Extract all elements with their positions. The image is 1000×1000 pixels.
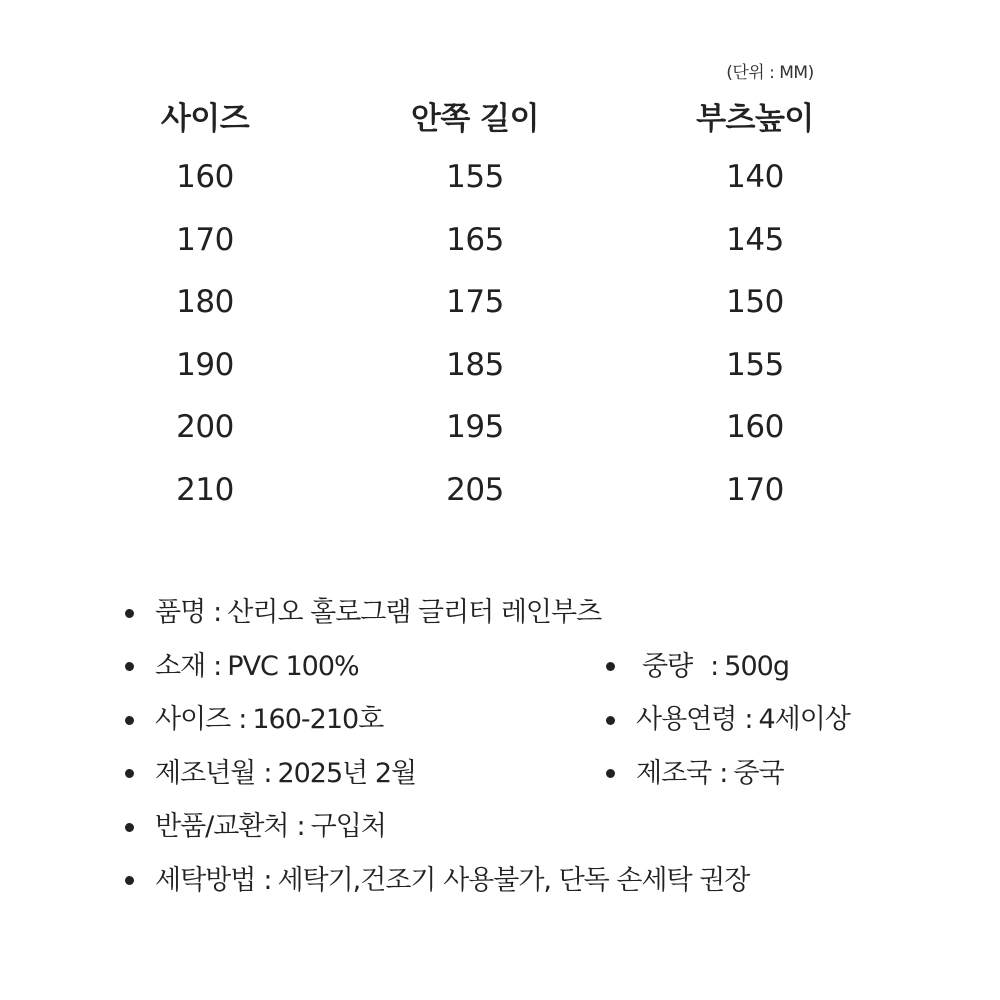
cell-size: 210 bbox=[176, 471, 234, 508]
spec-separator: : bbox=[213, 597, 222, 628]
cell-inner-length: 175 bbox=[446, 284, 504, 320]
spec-value: 구입처 bbox=[310, 811, 386, 842]
spec-value: 산리오 홀로그램 글리터 레인부츠 bbox=[227, 597, 602, 628]
spec-size bbox=[122, 693, 383, 747]
bullet-icon bbox=[125, 876, 134, 885]
bullet-icon bbox=[125, 662, 134, 671]
spec-label: 사용연령 bbox=[636, 704, 737, 735]
spec-value: 세탁기,건조기 사용불가, 단독 손세탁 권장 bbox=[277, 864, 750, 896]
spec-label: 제조국 bbox=[636, 757, 712, 789]
spec-separator: : bbox=[263, 864, 272, 896]
cell-size: 190 bbox=[176, 346, 234, 383]
spec-row bbox=[0, 640, 1000, 694]
spec-material bbox=[122, 640, 359, 694]
cell-size: 160 bbox=[176, 159, 234, 195]
spec-label: 품명 bbox=[155, 597, 206, 628]
spec-washing bbox=[122, 854, 749, 908]
bullet-icon bbox=[125, 769, 134, 778]
table-row bbox=[0, 459, 1000, 522]
product-specs bbox=[0, 586, 1000, 907]
spec-label: 반품/교환처 bbox=[155, 811, 289, 842]
bullet-icon bbox=[606, 662, 615, 671]
bullet-icon bbox=[606, 769, 615, 778]
spec-separator: : bbox=[213, 650, 222, 682]
spec-value: 중국 bbox=[733, 757, 784, 789]
spec-value: 500g bbox=[724, 650, 789, 682]
bullet-icon bbox=[125, 609, 134, 618]
spec-value: 2025년 2월 bbox=[277, 757, 417, 789]
spec-weight bbox=[603, 640, 789, 694]
table-row bbox=[0, 146, 1000, 209]
spec-value: 160-210호 bbox=[252, 704, 384, 735]
cell-inner-length: 155 bbox=[446, 159, 504, 195]
spec-row bbox=[0, 586, 1000, 640]
spec-separator: : bbox=[744, 704, 753, 735]
cell-size: 180 bbox=[176, 284, 234, 320]
spec-row bbox=[0, 747, 1000, 801]
spec-separator: : bbox=[719, 757, 728, 789]
table-row bbox=[0, 209, 1000, 272]
size-table bbox=[0, 88, 1000, 521]
cell-boot-height: 170 bbox=[726, 471, 784, 508]
spec-label: 소재 bbox=[155, 650, 206, 682]
bullet-icon bbox=[606, 716, 615, 725]
spec-separator: : bbox=[710, 650, 719, 682]
cell-inner-length: 185 bbox=[446, 346, 504, 383]
spec-row bbox=[0, 800, 1000, 854]
spec-returns bbox=[122, 800, 386, 854]
cell-boot-height: 145 bbox=[726, 221, 784, 258]
spec-age bbox=[603, 693, 850, 747]
spec-row bbox=[0, 693, 1000, 747]
cell-inner-length: 165 bbox=[446, 221, 504, 258]
cell-inner-length: 205 bbox=[446, 471, 504, 508]
spec-separator: : bbox=[296, 811, 305, 842]
table-row bbox=[0, 396, 1000, 459]
cell-boot-height: 140 bbox=[726, 159, 784, 195]
spec-manufacture-date bbox=[122, 747, 416, 801]
spec-separator: : bbox=[263, 757, 272, 789]
spec-label: 세탁방법 bbox=[155, 864, 256, 896]
spec-label: 제조년월 bbox=[155, 757, 256, 789]
cell-boot-height: 155 bbox=[726, 346, 784, 383]
table-header-row bbox=[0, 88, 1000, 146]
spec-label: 중량 bbox=[642, 650, 693, 682]
spec-separator: : bbox=[238, 704, 247, 735]
spec-value: PVC 100% bbox=[227, 650, 359, 682]
header-inner-length: 안쪽 길이 bbox=[410, 101, 540, 137]
table-row bbox=[0, 271, 1000, 334]
spec-origin bbox=[603, 747, 784, 801]
cell-size: 200 bbox=[176, 409, 234, 445]
cell-boot-height: 150 bbox=[726, 284, 784, 320]
header-boot-height: 부츠높이 bbox=[696, 101, 814, 137]
header-size: 사이즈 bbox=[160, 101, 250, 137]
cell-inner-length: 195 bbox=[446, 409, 504, 445]
spec-product-name bbox=[122, 586, 601, 640]
cell-boot-height: 160 bbox=[726, 409, 784, 445]
spec-value: 4세이상 bbox=[758, 704, 850, 735]
spec-row bbox=[0, 854, 1000, 908]
spec-label: 사이즈 bbox=[155, 704, 231, 735]
unit-note: (단위 : MM) bbox=[726, 63, 814, 83]
table-row bbox=[0, 334, 1000, 397]
bullet-icon bbox=[125, 823, 134, 832]
cell-size: 170 bbox=[176, 221, 234, 258]
bullet-icon bbox=[125, 716, 134, 725]
